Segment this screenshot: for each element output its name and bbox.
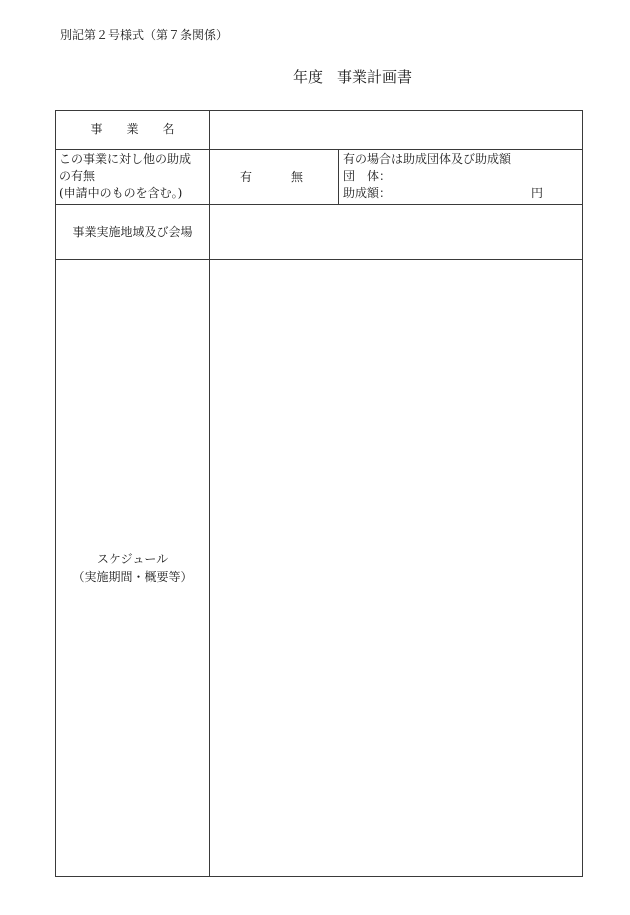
label-column-divider	[209, 110, 210, 877]
project-name-label: 事 業 名	[90, 122, 175, 136]
row-divider-1	[55, 149, 583, 150]
other-grants-label-line3: (申請中のものを含む。)	[59, 186, 183, 200]
grant-yes-option[interactable]: 有	[240, 170, 253, 184]
row-divider-2	[55, 204, 583, 205]
schedule-label-line2: （実施期間・概要等）	[72, 570, 193, 584]
grant-amount-unit: 円	[531, 186, 544, 200]
grant-detail-header: 有の場合は助成団体及び助成額	[343, 152, 512, 166]
title-year: 年度	[293, 68, 324, 86]
grant-detail-divider	[338, 149, 339, 205]
title-main: 事業計画書	[337, 68, 413, 86]
schedule-value[interactable]	[214, 266, 578, 866]
page-title	[293, 66, 412, 87]
venue-value[interactable]	[214, 222, 578, 242]
grant-no-option[interactable]: 無	[291, 170, 304, 184]
table-border-top	[55, 110, 583, 111]
project-name-value[interactable]	[214, 121, 578, 141]
row-divider-3	[55, 259, 583, 260]
table-border-right	[582, 110, 583, 877]
grant-amount-label: 助成額：	[343, 186, 392, 200]
grant-org-label: 団 体：	[343, 169, 392, 183]
other-grants-label-line2: の有無	[59, 169, 96, 183]
table-border-bottom	[55, 876, 583, 877]
form-number: 別記第２号様式（第７条関係）	[60, 28, 229, 42]
other-grants-label-line1: この事業に対し他の助成	[59, 152, 192, 166]
venue-label: 事業実施地域及び会場	[72, 225, 193, 239]
schedule-label-line1: スケジュール	[96, 552, 169, 566]
